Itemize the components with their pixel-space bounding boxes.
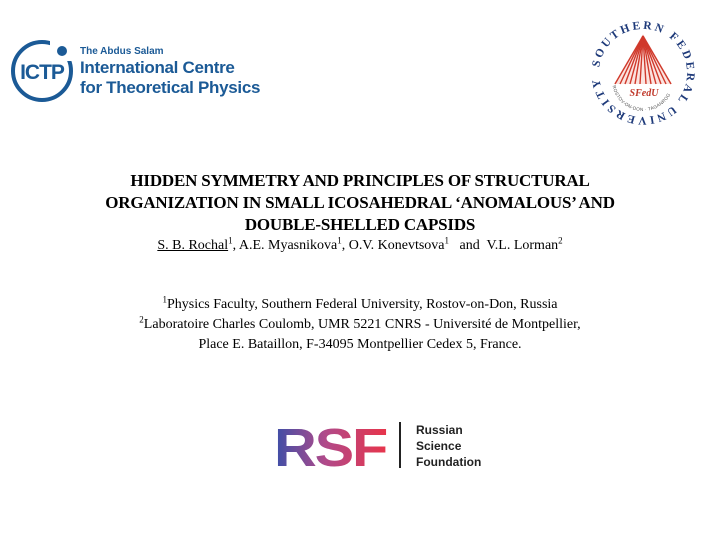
rsf-logo [272,418,492,474]
sfedu-ring-text: SOUTHERN FEDERAL UNIVERSITY [589,19,697,127]
authors-line [0,236,720,256]
ictp-pre-title: The Abdus Salam [80,46,164,57]
affiliation-2-line1: Laboratoire Charles Coulomb, UMR 5221 CNRS - Université de Montpellier, [143,317,581,332]
author-3-sup: 1 [444,235,450,246]
author-1-sup: 1 [228,235,233,246]
author-2-sup: 1 [337,235,342,246]
rsf-abbr: RSF [274,418,388,474]
rsf-wordmark [272,418,392,474]
author-4: and V.L. Lorman [449,238,559,253]
rsf-line3: Foundation [416,455,482,469]
affiliation-2 [0,315,720,335]
affiliation-1-sup: 1 [162,294,167,305]
ictp-abbr: ICTP [20,61,64,84]
title-block [0,170,720,256]
ictp-name-line1: International Centre [80,58,235,77]
author-2: , A.E. Myasnikova [232,238,338,253]
affiliation-2-sup: 2 [139,314,144,325]
ictp-name-line2: for Theoretical Physics [80,78,261,97]
affiliation-1 [0,295,720,315]
author-4-sup: 2 [558,235,563,246]
affiliation-1-text: Physics Faculty, Southern Federal University, Rostov-on-Don, Russia [166,297,558,312]
sfedu-city-text: ROSTOV-ON-DON · TAGANROG [611,84,672,113]
rsf-divider [399,422,401,468]
sfedu-abbr: SFedU [629,88,659,99]
ictp-circle-icon [10,39,74,103]
sfedu-pyramid-icon [614,34,672,84]
rsf-line1: Russian [416,423,463,437]
affiliation-2-line2: Place E. Bataillon, F-34095 Montpellier Cedex 5, France. [198,337,522,352]
title-line-3: DOUBLE-SHELLED CAPSIDS [244,215,476,234]
author-3: , O.V. Konevtsova [341,238,445,253]
author-1: S. B. Rochal [157,238,229,253]
ictp-logo [10,36,260,106]
sfedu-seal [582,12,704,134]
title-line-1: HIDDEN SYMMETRY AND PRINCIPLES OF STRUCTURAL [130,171,590,190]
affiliations [0,295,720,355]
rsf-line2: Science [416,439,462,453]
title-line-2: ORGANIZATION IN SMALL ICOSAHEDRAL ‘ANOMALOUS’ AND [105,193,615,212]
